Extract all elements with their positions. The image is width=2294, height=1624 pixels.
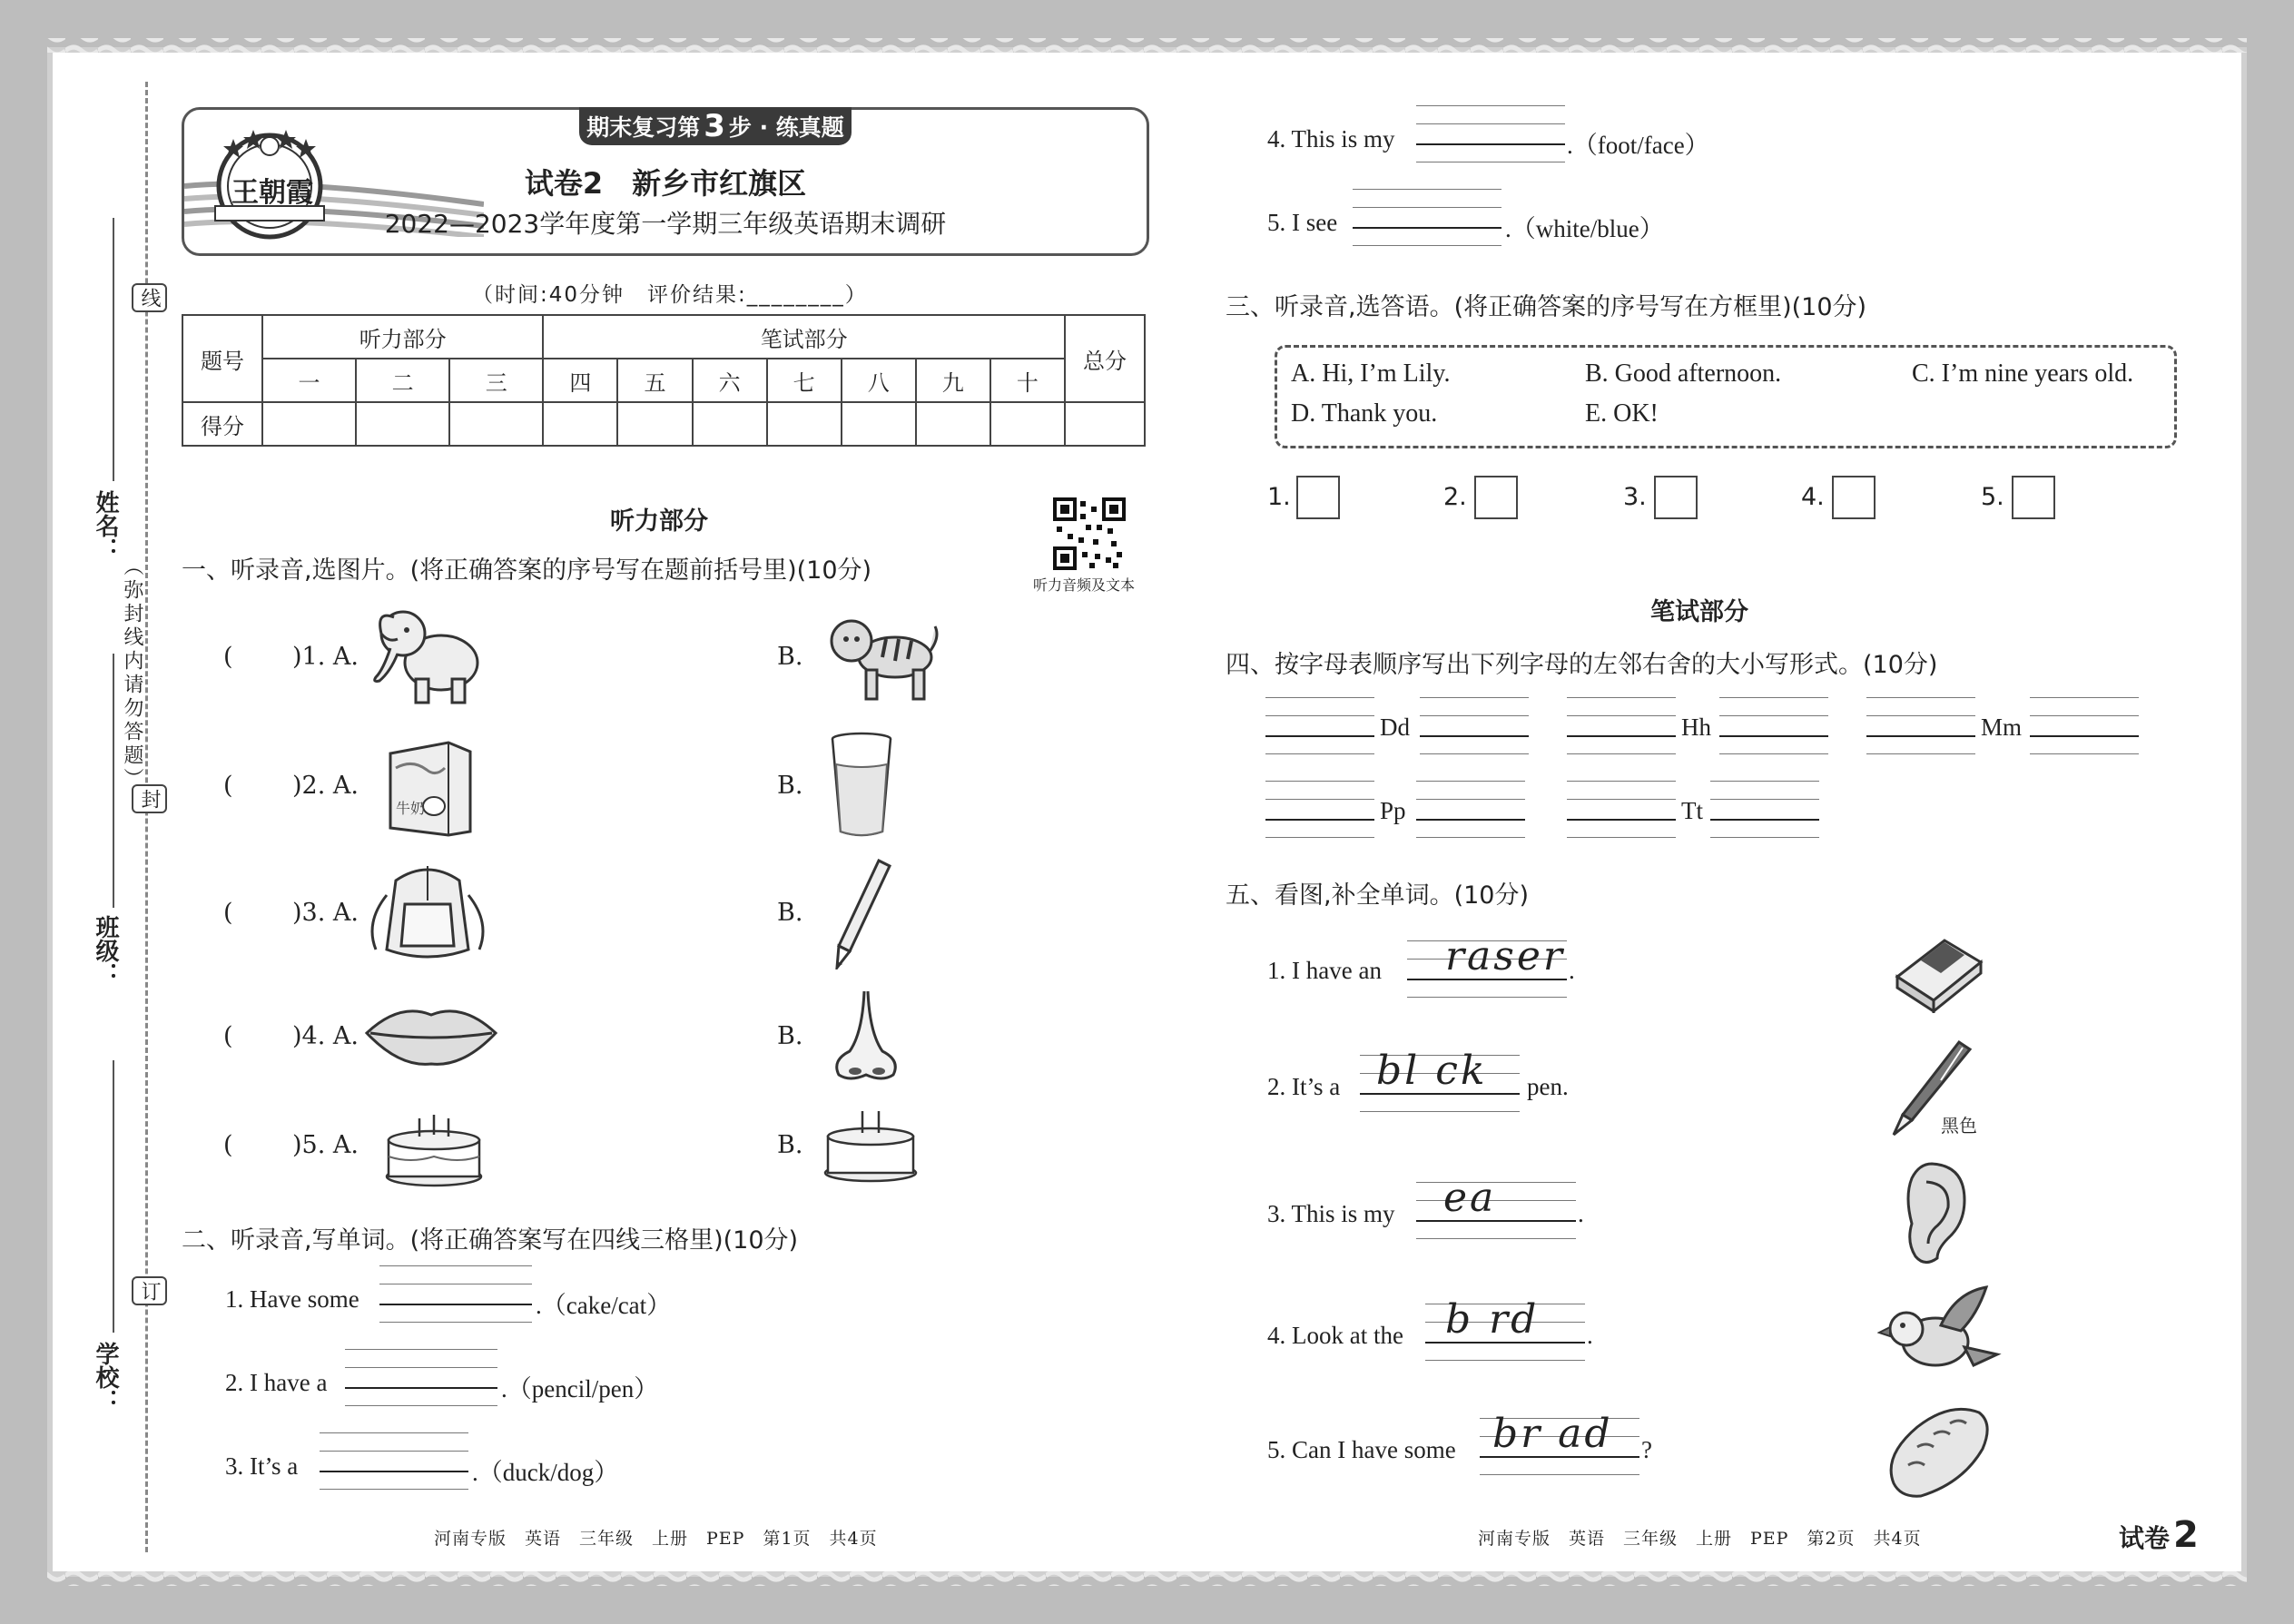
letter-grid[interactable] bbox=[1567, 781, 1676, 835]
score-cell[interactable] bbox=[543, 402, 617, 446]
answer-paren[interactable]: ( bbox=[223, 1131, 233, 1159]
box-label-4: 4. bbox=[1801, 483, 1825, 511]
tab-prefix: 期末复习第 bbox=[586, 114, 701, 141]
s2-q2-hint: .（pencil/pen） bbox=[501, 1375, 659, 1403]
s5-q3-prefix: 3. This is my bbox=[1267, 1200, 1395, 1227]
header-tab bbox=[579, 107, 852, 145]
exam-subtitle: 2022—2023学年度第一学期三年级英语期末调研 bbox=[384, 209, 947, 239]
s2-q3-writing-grid[interactable] bbox=[320, 1432, 468, 1487]
s5-q3-handwriting: ea bbox=[1443, 1175, 1497, 1221]
seal-mark-bind: 订 bbox=[132, 1276, 167, 1305]
q5-number: )5. A. bbox=[292, 1131, 359, 1159]
answer-paren[interactable]: ( bbox=[223, 772, 233, 800]
option-e: E. OK! bbox=[1585, 399, 1659, 428]
s5-q2-handwriting: bl ck bbox=[1376, 1048, 1488, 1094]
q4-b: B. bbox=[777, 1022, 803, 1050]
score-num: 二 bbox=[356, 359, 449, 402]
s5-q1-suffix: . bbox=[1569, 957, 1575, 984]
box-label-1: 1. bbox=[1267, 483, 1291, 511]
letter-grid[interactable] bbox=[1416, 781, 1525, 835]
score-num: 六 bbox=[693, 359, 767, 402]
listening-heading: 听力部分 bbox=[610, 507, 708, 536]
exam-header bbox=[182, 107, 1149, 256]
qr-code-icon[interactable] bbox=[1053, 497, 1126, 570]
answer-box-5[interactable] bbox=[2012, 476, 2055, 519]
score-num: 四 bbox=[543, 359, 617, 402]
letter-grid[interactable] bbox=[1567, 697, 1676, 752]
letter-pp: Pp bbox=[1380, 797, 1406, 824]
score-cell[interactable] bbox=[990, 402, 1065, 446]
s2-q1-prefix: 1. Have some bbox=[225, 1285, 359, 1313]
q2-number: )2. A. bbox=[292, 772, 359, 800]
q3-b: B. bbox=[777, 899, 803, 927]
elephant-picture[interactable] bbox=[370, 599, 488, 708]
section-3-title: 三、听录音,选答语。(将正确答案的序号写在方框里)(10分) bbox=[1226, 293, 1867, 321]
answer-paren[interactable]: ( bbox=[223, 899, 233, 927]
s2-q5-hint: .（white/blue） bbox=[1505, 215, 1664, 242]
eraser-picture[interactable] bbox=[1888, 922, 1988, 1013]
exam-info: （时间:40分钟 评价结果:________） bbox=[472, 283, 868, 307]
school-field[interactable] bbox=[113, 1060, 114, 1333]
q5-b: B. bbox=[777, 1131, 803, 1159]
s5-q1-handwriting: raser bbox=[1445, 933, 1565, 979]
s2-q5-prefix: 5. I see bbox=[1267, 209, 1338, 236]
pen-color-note: 黑色 bbox=[1941, 1115, 1977, 1137]
s2-q1-hint: .（cake/cat） bbox=[536, 1292, 672, 1319]
backpack-picture[interactable] bbox=[359, 859, 496, 968]
tab-step: 3 bbox=[704, 108, 725, 144]
ear-picture[interactable] bbox=[1897, 1160, 1970, 1267]
milk-label: 牛奶 bbox=[396, 800, 426, 817]
score-cell[interactable] bbox=[356, 402, 449, 446]
s5-q5-suffix: ? bbox=[1641, 1436, 1652, 1463]
s2-q4-hint: .（foot/face） bbox=[1567, 132, 1709, 159]
answer-paren[interactable]: ( bbox=[223, 1022, 233, 1050]
letter-hh: Hh bbox=[1681, 714, 1711, 741]
score-num: 十 bbox=[990, 359, 1065, 402]
name-field[interactable] bbox=[113, 218, 114, 481]
box-label-2: 2. bbox=[1443, 483, 1467, 511]
box-label-5: 5. bbox=[1981, 483, 2004, 511]
binding-note: （弥封线内请勿答题） bbox=[121, 556, 143, 792]
score-cell[interactable] bbox=[767, 402, 842, 446]
name-label: 姓名： bbox=[92, 490, 119, 561]
score-table bbox=[182, 314, 1146, 447]
score-cell[interactable] bbox=[262, 402, 356, 446]
s2-q1-writing-grid[interactable] bbox=[379, 1265, 532, 1320]
score-cell[interactable] bbox=[449, 402, 543, 446]
milk-box-picture[interactable] bbox=[385, 732, 476, 837]
answer-box-3[interactable] bbox=[1654, 476, 1698, 519]
class-label: 班级： bbox=[92, 915, 119, 986]
section-2-title: 二、听录音,写单词。(将正确答案写在四线三格里)(10分) bbox=[182, 1226, 799, 1255]
milk-box-icon bbox=[385, 732, 476, 837]
class-field[interactable] bbox=[113, 654, 114, 908]
nose-picture[interactable] bbox=[822, 988, 910, 1088]
q3-number: )3. A. bbox=[292, 899, 359, 927]
school-label: 学校： bbox=[92, 1342, 119, 1412]
answer-paren[interactable]: ( bbox=[223, 643, 233, 671]
answer-box-2[interactable] bbox=[1474, 476, 1518, 519]
letter-mm: Mm bbox=[1981, 714, 2023, 741]
score-cell[interactable] bbox=[693, 402, 767, 446]
s5-q2-suffix: pen. bbox=[1527, 1073, 1569, 1100]
q4-number: )4. A. bbox=[292, 1022, 359, 1050]
score-listening: 听力部分 bbox=[262, 315, 543, 359]
s2-q2-prefix: 2. I have a bbox=[225, 1369, 328, 1396]
section-1-title: 一、听录音,选图片。(将正确答案的序号写在题前括号里)(10分) bbox=[182, 556, 872, 585]
letter-dd: Dd bbox=[1380, 714, 1410, 741]
seal-mark-line: 线 bbox=[132, 283, 167, 312]
letter-grid[interactable] bbox=[1710, 781, 1819, 835]
score-num: 九 bbox=[916, 359, 990, 402]
score-writing: 笔试部分 bbox=[543, 315, 1065, 359]
score-num: 一 bbox=[262, 359, 356, 402]
bird-picture[interactable] bbox=[1877, 1284, 2003, 1383]
footer-left: 河南专版 英语 三年级 上册 PEP 第1页 共4页 bbox=[434, 1529, 878, 1549]
footer-right: 河南专版 英语 三年级 上册 PEP 第2页 共4页 bbox=[1478, 1529, 1922, 1549]
qr-caption: 听力音频及文本 bbox=[1033, 576, 1136, 594]
letter-grid[interactable] bbox=[2030, 697, 2139, 752]
section-5-title: 五、看图,补全单词。(10分) bbox=[1226, 881, 1530, 910]
s2-q4-writing-grid[interactable] bbox=[1416, 105, 1565, 160]
tiger-picture[interactable] bbox=[822, 610, 940, 704]
s5-q2-prefix: 2. It’s a bbox=[1267, 1073, 1341, 1100]
letter-grid[interactable] bbox=[1866, 697, 1975, 752]
letter-grid[interactable] bbox=[1265, 697, 1374, 752]
score-num: 八 bbox=[842, 359, 916, 402]
small-cake-picture[interactable] bbox=[821, 1104, 921, 1184]
letter-grid[interactable] bbox=[1719, 697, 1828, 752]
answer-box-1[interactable] bbox=[1296, 476, 1340, 519]
bread-picture[interactable] bbox=[1881, 1402, 1994, 1500]
badge-prefix: 试卷 bbox=[2119, 1523, 2171, 1553]
score-label-score: 得分 bbox=[182, 402, 262, 446]
letter-grid[interactable] bbox=[1265, 781, 1374, 835]
q1-b: B. bbox=[777, 643, 803, 671]
birthday-cake-picture[interactable] bbox=[383, 1104, 485, 1187]
badge-number: 2 bbox=[2173, 1514, 2199, 1556]
option-a: A. Hi, I’m Lily. bbox=[1291, 359, 1451, 388]
letter-grid[interactable] bbox=[1420, 697, 1529, 752]
score-cell-total[interactable] bbox=[1065, 402, 1145, 446]
box-label-3: 3. bbox=[1623, 483, 1647, 511]
s5-q4-prefix: 4. Look at the bbox=[1267, 1322, 1403, 1349]
option-b: B. Good afternoon. bbox=[1585, 359, 1782, 388]
s2-q2-writing-grid[interactable] bbox=[345, 1349, 497, 1403]
q2-b: B. bbox=[777, 772, 803, 800]
writing-heading: 笔试部分 bbox=[1650, 598, 1748, 626]
section-4-title: 四、按字母表顺序写出下列字母的左邻右舍的大小写形式。(10分) bbox=[1226, 651, 1938, 679]
s5-q4-handwriting: b rd bbox=[1445, 1296, 1540, 1343]
logo-text: 王朝霞 bbox=[231, 177, 313, 209]
q1-number: )1. A. bbox=[292, 643, 359, 671]
score-cell[interactable] bbox=[842, 402, 916, 446]
score-cell[interactable] bbox=[617, 402, 692, 446]
score-num: 三 bbox=[449, 359, 543, 402]
option-c: C. I’m nine years old. bbox=[1912, 359, 2134, 388]
pencil-picture[interactable] bbox=[830, 857, 893, 969]
score-total: 总分 bbox=[1065, 315, 1145, 402]
glass-of-water-picture[interactable] bbox=[828, 732, 895, 839]
footer-badge bbox=[2119, 1514, 2199, 1556]
score-cell[interactable] bbox=[916, 402, 990, 446]
score-label-question: 题号 bbox=[182, 315, 262, 402]
s5-q1-prefix: 1. I have an bbox=[1267, 957, 1382, 984]
exam-title: 试卷2 新乡市红旗区 bbox=[524, 166, 807, 201]
s5-q5-prefix: 5. Can I have some bbox=[1267, 1436, 1456, 1463]
option-d: D. Thank you. bbox=[1291, 399, 1438, 428]
answer-box-4[interactable] bbox=[1832, 476, 1876, 519]
seal-mark-seal: 封 bbox=[132, 784, 167, 813]
letter-tt: Tt bbox=[1681, 797, 1703, 824]
score-num: 七 bbox=[767, 359, 842, 402]
s2-q3-prefix: 3. It’s a bbox=[225, 1452, 299, 1480]
s5-q4-suffix: . bbox=[1587, 1322, 1593, 1349]
tab-suffix: 步 · 练真题 bbox=[728, 114, 844, 141]
s2-q3-hint: .（duck/dog） bbox=[472, 1459, 619, 1486]
s5-q3-suffix: . bbox=[1578, 1200, 1584, 1227]
s2-q4-prefix: 4. This is my bbox=[1267, 125, 1395, 153]
score-num: 五 bbox=[617, 359, 692, 402]
s5-q5-handwriting: br ad bbox=[1492, 1411, 1613, 1457]
s2-q5-writing-grid[interactable] bbox=[1353, 189, 1501, 243]
mouth-picture[interactable] bbox=[363, 1000, 499, 1069]
